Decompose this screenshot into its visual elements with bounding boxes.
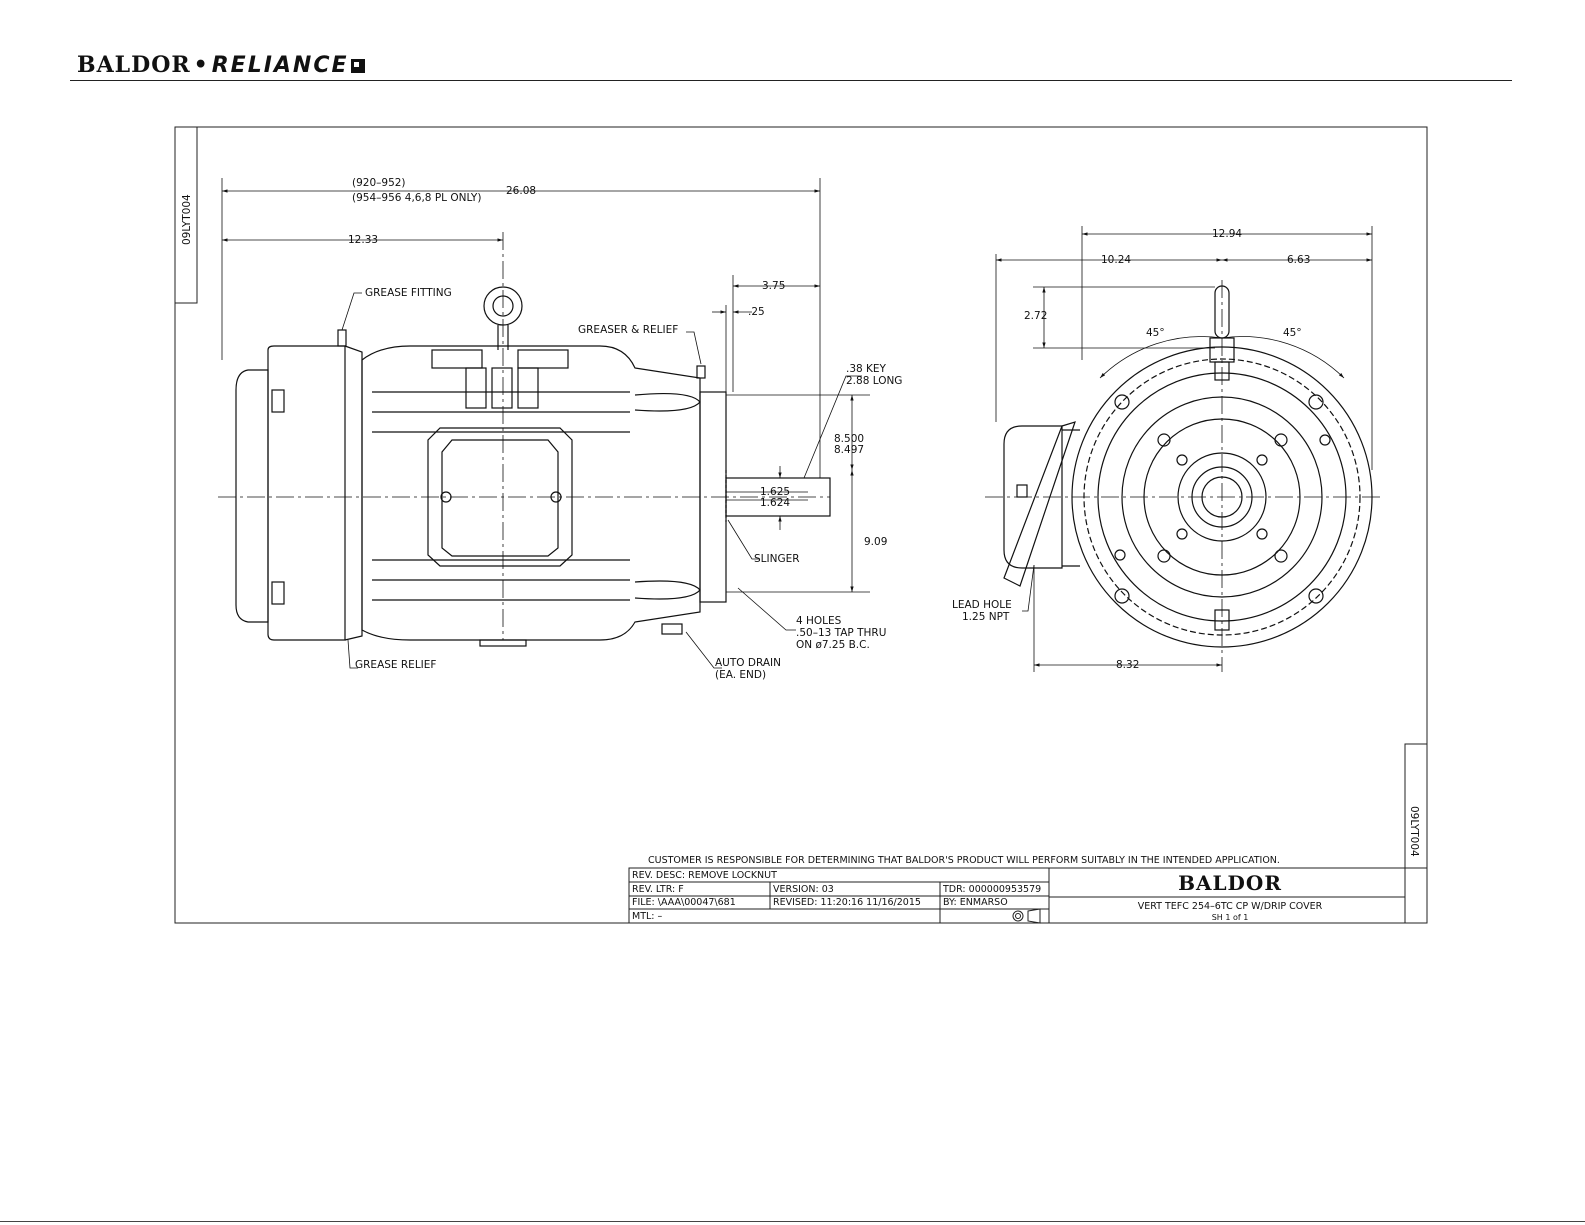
face-height-dim: 9.09 — [864, 536, 888, 548]
shaft-extension-dim: 3.75 — [762, 280, 786, 292]
drawing-description: VERT TEFC 254–6TC CP W/DRIP COVER — [1137, 901, 1323, 912]
lead-hole-label-2: 1.25 NPT — [962, 611, 1010, 623]
logo-baldor: BALDOR — [77, 52, 191, 78]
label-holes-2: .50–13 TAP THRU — [796, 627, 887, 639]
label-auto-drain-1: AUTO DRAIN — [715, 657, 781, 669]
shaft-dia-min-dim: 1.624 — [760, 497, 791, 509]
overall-length-dim: 26.08 — [506, 185, 537, 197]
sheet-border — [175, 127, 1427, 923]
version: VERSION: 03 — [773, 884, 834, 895]
drawn-by: BY: ENMARSO — [943, 897, 1008, 908]
label-greaser-relief: GREASER & RELIEF — [578, 324, 679, 336]
key-size: .38 KEY — [846, 363, 886, 375]
shoulder-offset-dim: .25 — [748, 306, 765, 318]
key-length: 2.88 LONG — [846, 375, 903, 387]
label-grease-fitting: GREASE FITTING — [365, 287, 452, 299]
footer-rule — [0, 1221, 1585, 1222]
material: MTL: – — [632, 911, 663, 922]
lead-hole-label-1: LEAD HOLE — [952, 599, 1012, 611]
file-path: FILE: \AAA\00047\681 — [632, 897, 736, 908]
end-view-dimensions — [996, 226, 1372, 672]
overall-length-note-1: (920–952) — [352, 177, 406, 189]
label-slinger: SLINGER — [754, 553, 800, 565]
conduit-offset-dim: 8.32 — [1116, 659, 1140, 671]
side-view — [218, 232, 830, 646]
drawing-number-box-top — [175, 127, 197, 303]
pilot-min-dim: 8.497 — [834, 444, 865, 456]
angle-left: 45° — [1146, 327, 1165, 339]
left-to-center-dim: 10.24 — [1101, 254, 1132, 266]
label-holes-1: 4 HOLES — [796, 615, 842, 627]
angle-right: 45° — [1283, 327, 1302, 339]
revised-date: REVISED: 11:20:16 11/16/2015 — [773, 897, 921, 908]
label-holes-3: ON ø7.25 B.C. — [796, 639, 870, 651]
logo-separator: • — [193, 52, 209, 78]
drawing-number-bottom: 09LYT004 — [1408, 806, 1420, 857]
right-of-center-dim: 6.63 — [1287, 254, 1311, 266]
logo-reliance: RELIANCE — [211, 53, 349, 78]
sheet-number: SH 1 of 1 — [1211, 913, 1249, 922]
shaft-dia-max-dim: 1.625 — [760, 486, 791, 498]
label-auto-drain-2: (EA. END) — [715, 669, 767, 681]
rev-ltr: REV. LTR: F — [632, 884, 684, 895]
title-block-company: BALDOR — [1178, 871, 1282, 895]
length-to-center-dim: 12.33 — [348, 234, 379, 246]
drawing-number-box-bottom — [1405, 744, 1427, 868]
projection-symbol-icon — [1013, 909, 1040, 923]
overall-width-dim: 12.94 — [1212, 228, 1243, 240]
label-grease-relief: GREASE RELIEF — [355, 659, 437, 671]
overall-length-note-2: (954–956 4,6,8 PL ONLY) — [352, 192, 482, 204]
rev-desc: REV. DESC: REMOVE LOCKNUT — [632, 870, 777, 881]
drawing-number-top: 09LYT004 — [181, 194, 193, 245]
tdr: TDR: 000000953579 — [943, 884, 1042, 895]
pilot-max-dim: 8.500 — [834, 433, 865, 445]
lifting-height-dim: 2.72 — [1024, 310, 1048, 322]
side-view-dimensions — [222, 178, 870, 668]
disclaimer-text: CUSTOMER IS RESPONSIBLE FOR DETERMINING THAT BALDOR'S PRODUCT WILL PERFORM SUITABLY IN THE INTENDED APPLICATION. — [648, 855, 1280, 866]
